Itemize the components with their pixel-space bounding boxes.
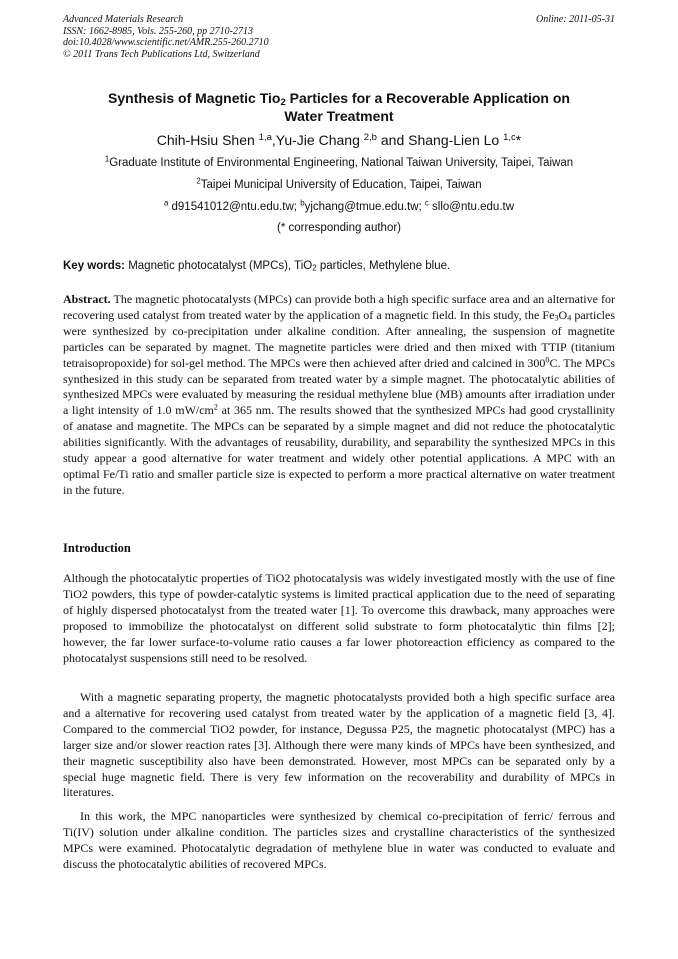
email-line [63, 200, 615, 214]
email-mark: a [163, 198, 169, 208]
author-affil-mark: 2,b [363, 131, 377, 143]
journal-issn: ISSN: 1662-8985, Vols. 255-260, pp 2710-2713 [63, 25, 253, 37]
abstract-text: C. The MPCs synthesized in this study can be separated from treated water by a simple magnet. The photocatalytic abilities of synthesized MPCs were evaluated by measuring the residual methylene blue (MB) amounts after irradiation under a light intensity of 1.0 mW/cm [63, 355, 615, 418]
paper-title [63, 90, 615, 125]
intro-paragraph-2: With a magnetic separating property, the magnetic photocatalysts provided both a high specific surface area and a alternative for recovering used catalyst from treated water by the application of a magnetic field [3, 4]. Compared to the commercial TiO2 powder, for instance, Degussa P25, the magnetic photocatalyst (MPC) has a larger size and/or slower reaction rates [3]. Although there were many kinds of MPCs have been synthesized, and their magnetic susceptibility also have been demonstrated. However, most MPCs can be separated only by a special huge magnetic field. There is very few information on the recoverability and durability of MPCs in literatures. [63, 690, 615, 800]
journal-header [63, 14, 615, 60]
abstract-superscript: 2 [213, 402, 218, 412]
title-line-1 [63, 90, 615, 108]
email-address[interactable]: sllo@ntu.edu.tw [428, 201, 515, 213]
journal-copyright: © 2011 Trans Tech Publications Ltd, Switzerland [63, 48, 260, 60]
author-affil-mark: 1,c [503, 131, 516, 143]
journal-name: Advanced Materials Research [63, 14, 184, 25]
abstract-text: The magnetic photocatalysts (MPCs) can provide both a high specific surface area and an alternative for recovering used catalyst from treated water by the application of a magnetic field. In this study, the Fe [63, 292, 615, 322]
abstract-text: O [558, 307, 568, 322]
abstract-paragraph [63, 292, 615, 499]
affiliation-2 [63, 178, 615, 192]
abstract-subscript: 3 [554, 313, 559, 323]
abstract-label: Abstract. [63, 292, 111, 306]
author-list [63, 131, 615, 149]
email-mark: b [300, 198, 305, 208]
affil-mark: 1 [104, 154, 110, 164]
affiliation-1 [63, 156, 615, 170]
email-mark: c [424, 198, 429, 208]
online-date: Online: 2011-05-31 [536, 14, 615, 25]
title-text: Synthesis of Magnetic Tio [108, 90, 281, 106]
title-line-2: Water Treatment [284, 107, 394, 124]
author-name: Chih-Hsiu Shen [156, 132, 259, 148]
keywords-text: Magnetic photocatalyst (MPCs), TiO [125, 260, 313, 272]
journal-doi: doi:10.4028/www.scientific.net/AMR.255-260.2710 [63, 37, 269, 48]
corresponding-mark: * [515, 132, 522, 148]
abstract-text: particles were synthesized by co-precipitation under alkaline condition. After annealing, the suspension of magnetite particles can be separated by magnet. The magnetite particles were dried and then mixed with TTIP (titanium tetraisopropoxide) for sol-gel method. The MPCs were then achieved after dried and calcined in 300 [63, 307, 615, 370]
keywords-text: particles, Methylene blue. [316, 260, 451, 272]
title-text: Particles for a Recoverable Application on [285, 90, 570, 106]
author-name: and Shang-Lien Lo [376, 132, 504, 148]
abstract-subscript: 4 [567, 313, 572, 323]
intro-paragraph-1: Although the photocatalytic properties of TiO2 photocatalysis was widely investigated mostly with the use of fine TiO2 powders, this type of powder-catalytic systems is limited practical application due to the need of separating of highly dispersed photocatalyst from the treated water [1]. To overcome this drawback, many approaches were proposed to immobilize the photocatalyst on different solid substrate to form photocatalytic thin films [2]; however, the far lower surface-to-volume ratio causes a far lower photoreaction efficiency as compared to the photocatalyst suspensions still need to be resolved. [63, 571, 615, 665]
keywords-subscript: 2 [312, 263, 317, 273]
affil-text: Graduate Institute of Environmental Engineering, National Taiwan University, Taipei, Taiwan [109, 157, 574, 169]
corresponding-note: (* corresponding author) [276, 222, 401, 234]
abstract-text: at 365 nm. The results showed that the synthesized MPCs had good crystallinity of anatase and magnetite. The MPCs can be separated by a simple magnet and did not reduce the photocatalytic abilities significantly. With the advantages of reusability, durability, and separability the synthesized MPCs in this study appear a good alternative for water treatment and widely other potential applications. A MPC with an optimal Fe/Ti ratio and smaller particle size is expected to perform a more practical alternative on water treatment in the future. [63, 403, 615, 497]
abstract-superscript: 0 [545, 355, 550, 365]
title-subscript: 2 [280, 96, 286, 108]
affil-mark: 2 [196, 176, 201, 186]
email-address[interactable]: d91541012@ntu.edu.tw; [168, 201, 301, 213]
author-affil-mark: 1,a [258, 131, 272, 143]
keywords-line [63, 259, 623, 273]
affil-text: Taipei Municipal University of Education, Taipei, Taiwan [200, 179, 482, 191]
email-address[interactable]: yjchang@tmue.edu.tw; [304, 201, 425, 213]
intro-paragraph-3: In this work, the MPC nanoparticles were synthesized by chemical co-precipitation of ferric/ ferrous and Ti(IV) solution under alkaline condition. The particles sizes and crystalline characteristics of the synthesized MPCs were examined. Photocatalytic degradation of methylene blue in water was conducted to evaluate and discuss the photocatalytic abilities of recovered MPCs. [63, 809, 615, 871]
keywords-label: Key words: [63, 260, 125, 272]
section-heading-introduction: Introduction [63, 541, 131, 555]
author-name: ,Yu-Jie Chang [271, 132, 364, 148]
